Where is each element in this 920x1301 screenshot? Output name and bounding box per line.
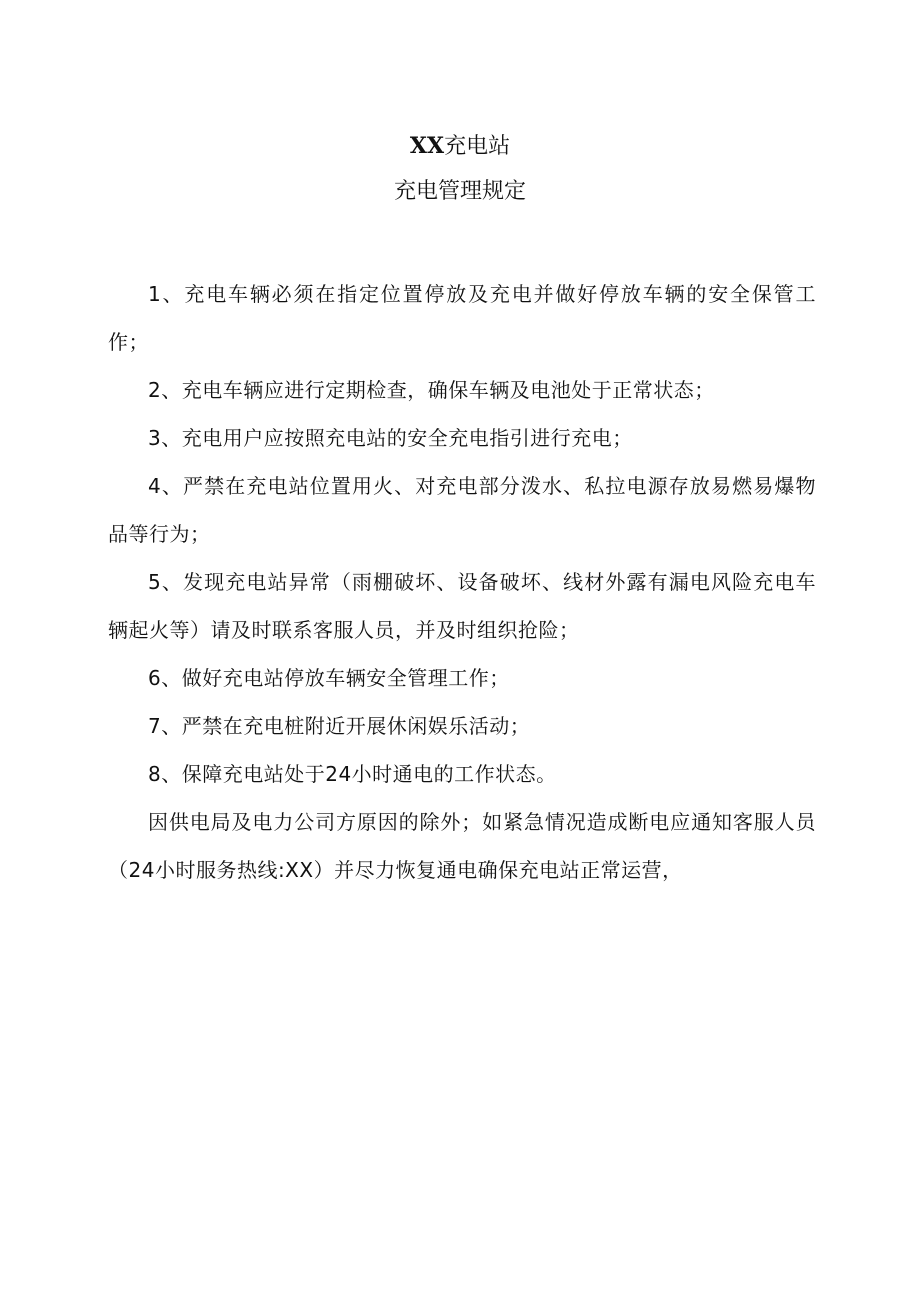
regulation-note: 因供电局及电力公司方原因的除外；如紧急情况造成断电应通知客服人员（24小时服务热线:XX）并尽力恢复通电确保充电站正常运营， <box>108 810 816 882</box>
title-block <box>0 128 920 210</box>
title-suffix: 充电站 <box>444 134 511 159</box>
regulation-item-3: 3、充电用户应按照充电站的安全充电指引进行充电； <box>148 426 633 450</box>
regulation-item-1: 1、充电车辆必须在指定位置停放及充电并做好停放车辆的安全保管工作； <box>108 282 816 354</box>
regulation-item-6: 6、做好充电站停放车辆安全管理工作； <box>148 666 510 690</box>
document-subtitle: 充电管理规定 <box>393 179 526 204</box>
regulation-item-8: 8、保障充电站处于24小时通电的工作状态。 <box>148 762 557 786</box>
regulation-item-7: 7、严禁在充电桩附近开展休闲娱乐活动； <box>148 714 531 738</box>
title-prefix: XX <box>409 133 445 159</box>
regulation-item-2: 2、充电车辆应进行定期检查，确保车辆及电池处于正常状态； <box>148 378 715 402</box>
regulation-body <box>108 270 816 894</box>
regulation-item-5: 5、发现充电站异常（雨棚破坏、设备破坏、线材外露有漏电风险充电车辆起火等）请及时联系客服人员，并及时组织抢险； <box>108 570 816 642</box>
document-title <box>0 128 920 164</box>
regulation-item-4: 4、严禁在充电站位置用火、对充电部分泼水、私拉电源存放易燃易爆物品等行为； <box>108 474 816 546</box>
